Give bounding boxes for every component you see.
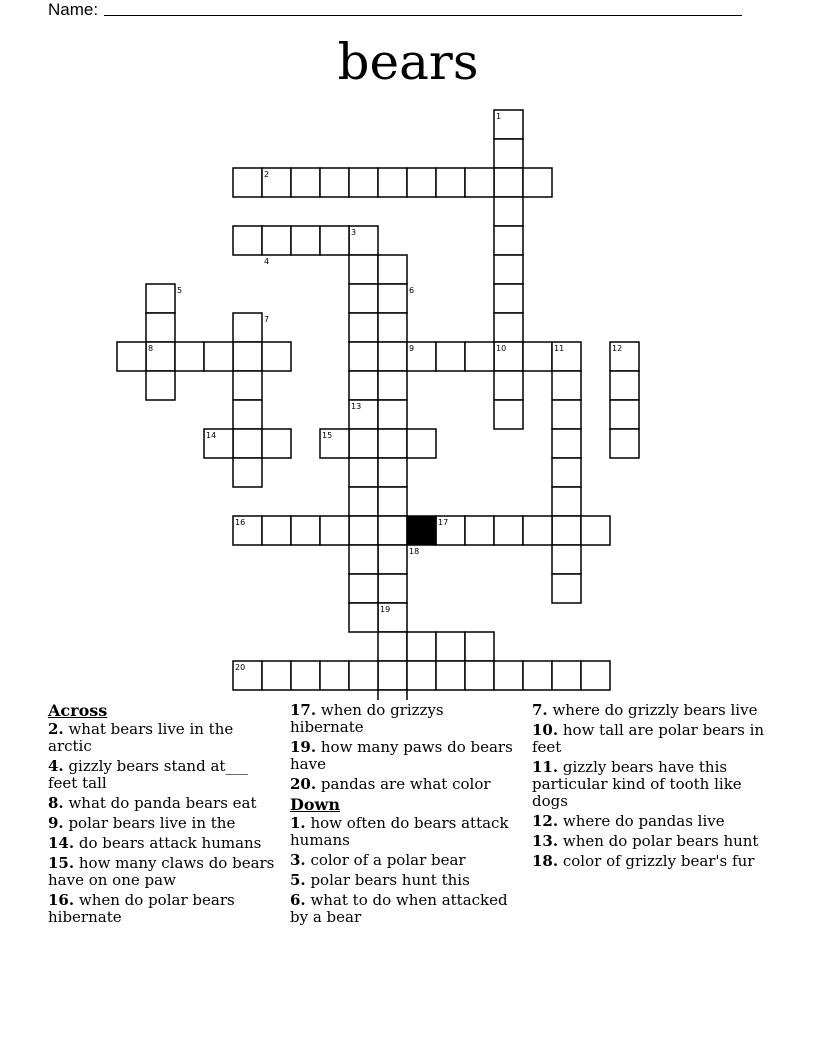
crossword-cell[interactable] [465,342,494,371]
clue-item [48,892,278,926]
clue-number-label: 10 [496,344,507,353]
crossword-cell[interactable] [349,574,378,603]
crossword-cell[interactable] [494,313,523,342]
crossword-cell[interactable] [494,255,523,284]
clue-text: what bears live in the arctic [48,720,234,755]
crossword-cell[interactable] [523,168,552,197]
crossword-cell[interactable] [465,661,494,690]
clue-text: how tall are polar bears in feet [532,721,765,756]
crossword-cell[interactable] [291,661,320,690]
clue-number-label: 3 [351,228,357,237]
crossword-cell[interactable] [291,516,320,545]
clue-text: when do grizzys hibernate [290,701,444,736]
crossword-cell[interactable] [407,429,436,458]
clue-item [290,852,520,869]
crossword-cell[interactable] [610,400,639,429]
crossword-cell[interactable] [523,342,552,371]
clue-text: what do panda bears eat [63,794,257,812]
crossword-cell[interactable] [291,226,320,255]
clue-number: 19. [290,738,317,756]
clue-number: 17. [290,701,317,719]
crossword-cell[interactable] [407,168,436,197]
clue-item [532,702,768,719]
crossword-cell[interactable] [378,255,407,284]
clue-item [290,872,520,889]
crossword-cell[interactable] [610,371,639,400]
crossword-cell[interactable] [552,574,581,603]
crossword-cell[interactable] [233,168,262,197]
clue-number-label: 2 [264,170,270,179]
clue-item [532,833,768,850]
crossword-cell[interactable] [349,487,378,516]
clue-number-label: 11 [554,344,565,353]
crossword-cell[interactable] [378,342,407,371]
clue-number-label: 20 [235,663,246,672]
clue-text: polar bears live in the [63,814,236,832]
clue-text: how many paws do bears have [290,738,513,773]
crossword-cell[interactable] [378,574,407,603]
clue-number-label: 1 [496,112,502,121]
crossword-cell[interactable] [262,661,291,690]
puzzle-title: bears [337,33,479,91]
clue-item [290,892,520,926]
crossword-cell[interactable] [146,284,175,313]
crossword-cell[interactable] [349,429,378,458]
clue-number: 16. [48,891,75,909]
crossword-cell[interactable] [494,139,523,168]
crossword-cell[interactable] [233,400,262,429]
clue-text: when do polar bears hibernate [48,891,235,926]
clue-number: 13. [532,832,559,850]
crossword-cell[interactable] [349,458,378,487]
crossword-cell[interactable] [233,371,262,400]
clue-item [48,855,278,889]
clue-number: 14. [48,834,75,852]
crossword-cell[interactable] [378,690,407,700]
clue-number-label: 12 [612,344,623,353]
crossword-cell[interactable] [204,342,233,371]
clue-item [48,835,278,852]
clue-item [532,813,768,830]
clue-number-label: 8 [148,344,154,353]
clue-number: 10. [532,721,559,739]
crossword-cell[interactable] [407,632,436,661]
crossword-cell[interactable] [436,342,465,371]
clue-text: do bears attack humans [74,834,262,852]
crossword-cell[interactable] [320,661,349,690]
crossword-cell[interactable] [581,516,610,545]
crossword-cell[interactable] [320,226,349,255]
crossword-cell[interactable] [291,168,320,197]
clue-item [48,815,278,832]
clue-item [290,815,520,849]
crossword-cell[interactable] [552,371,581,400]
clue-number: 2. [48,720,64,738]
crossword-cell[interactable] [349,255,378,284]
clue-text: how often do bears attack humans [290,814,509,849]
crossword-cell[interactable] [320,516,349,545]
clue-text: what to do when attacked by a bear [290,891,508,926]
crossword-cell[interactable] [349,168,378,197]
clue-number: 11. [532,758,559,776]
clue-number-label: 18 [409,547,420,556]
clue-item [532,759,768,810]
crossword-cell[interactable] [465,168,494,197]
crossword-black-cell [407,516,436,545]
clue-item [48,795,278,812]
crossword-cell[interactable] [465,516,494,545]
clue-text: polar bears hunt this [305,871,470,889]
crossword-cell[interactable] [494,226,523,255]
crossword-cell[interactable] [233,313,262,342]
crossword-cell[interactable] [552,400,581,429]
crossword-cell[interactable] [494,197,523,226]
crossword-cell[interactable] [494,400,523,429]
crossword-cell[interactable] [552,429,581,458]
clue-text: pandas are what color [316,775,491,793]
crossword-cell[interactable] [378,516,407,545]
crossword-cell[interactable] [436,661,465,690]
crossword-cell[interactable] [262,429,291,458]
clue-item [290,739,520,773]
crossword-cell[interactable] [349,371,378,400]
clue-number: 4. [48,757,64,775]
clue-number-label: 4 [264,257,270,266]
clue-item [48,758,278,792]
crossword-cell[interactable] [465,632,494,661]
crossword-cell[interactable] [581,661,610,690]
crossword-cell[interactable] [349,603,378,632]
crossword-cell[interactable] [523,661,552,690]
crossword-cell[interactable] [378,458,407,487]
name-label: Name: [48,0,99,19]
crossword-cell[interactable] [349,516,378,545]
clue-number: 18. [532,852,559,870]
crossword-cell[interactable] [494,284,523,313]
crossword-cell[interactable] [262,516,291,545]
crossword-cell[interactable] [378,400,407,429]
clue-number: 8. [48,794,64,812]
clue-text: color of grizzly bear's fur [558,852,755,870]
crossword-cell[interactable] [494,168,523,197]
clue-item [290,702,520,736]
clue-text: gizzly bears have this particular kind of tooth like dogs [532,758,742,810]
crossword-cell[interactable] [436,168,465,197]
clue-number-label: 7 [264,315,270,324]
clue-number-label: 16 [235,518,246,527]
crossword-cell[interactable] [552,545,581,574]
crossword-cell[interactable] [552,516,581,545]
clue-item [48,721,278,755]
crossword-cell[interactable] [349,284,378,313]
crossword-cell[interactable] [233,226,262,255]
crossword-cell[interactable] [378,545,407,574]
crossword-cell[interactable] [436,632,465,661]
crossword-cell[interactable] [262,226,291,255]
crossword-cell[interactable] [610,429,639,458]
crossword-cell[interactable] [320,168,349,197]
clue-text: gizzly bears stand at___ feet tall [48,757,248,792]
down-heading: Down [290,795,340,814]
crossword-cell[interactable] [146,371,175,400]
clue-text: where do grizzly bears live [547,701,758,719]
clue-number-label: 6 [409,286,415,295]
clue-number: 3. [290,851,306,869]
clue-item [532,853,768,870]
clues-column-2 [290,702,520,929]
clue-number: 6. [290,891,306,909]
crossword-cell[interactable] [378,661,407,690]
clue-number: 1. [290,814,306,832]
clues-column-3 [532,702,768,873]
clue-text: color of a polar bear [305,851,466,869]
crossword-cell[interactable] [262,342,291,371]
clue-number-label: 19 [380,605,391,614]
crossword-cell[interactable] [233,342,262,371]
crossword-cell[interactable] [523,516,552,545]
across-heading: Across [48,701,108,720]
crossword-cell[interactable] [146,313,175,342]
crossword-cell[interactable] [378,284,407,313]
crossword-cell[interactable] [552,661,581,690]
crossword-cell[interactable] [349,313,378,342]
crossword-cell[interactable] [378,313,407,342]
clue-text: where do pandas live [558,812,725,830]
crossword-cell[interactable] [494,371,523,400]
crossword-cell[interactable] [117,342,146,371]
crossword-cell[interactable] [233,458,262,487]
clue-item [290,776,520,793]
clue-number-label: 17 [438,518,449,527]
clue-number-label: 14 [206,431,217,440]
clue-text: when do polar bears hunt [558,832,759,850]
clues-column-1 [48,702,278,929]
clue-number: 7. [532,701,548,719]
crossword-cell[interactable] [378,168,407,197]
crossword-cell[interactable] [494,516,523,545]
clue-number: 15. [48,854,75,872]
crossword-cell[interactable] [494,661,523,690]
crossword-cell[interactable] [349,545,378,574]
clue-text: how many claws do bears have on one paw [48,854,275,889]
crossword-cell[interactable] [378,371,407,400]
crossword-cell[interactable] [407,661,436,690]
crossword-cell[interactable] [552,458,581,487]
clue-number-label: 15 [322,431,333,440]
crossword-cell[interactable] [175,342,204,371]
crossword-cell[interactable] [378,487,407,516]
crossword-cell[interactable] [378,429,407,458]
clue-item [532,722,768,756]
crossword-cell[interactable] [349,661,378,690]
clue-number: 5. [290,871,306,889]
clue-number: 20. [290,775,317,793]
clue-number: 9. [48,814,64,832]
clue-number-label: 9 [409,344,415,353]
crossword-cell[interactable] [378,632,407,661]
clue-number-label: 13 [351,402,362,411]
clue-number-label: 5 [177,286,183,295]
crossword-cell[interactable] [349,342,378,371]
crossword-cell[interactable] [233,429,262,458]
crossword-cell[interactable] [552,487,581,516]
clue-number: 12. [532,812,559,830]
